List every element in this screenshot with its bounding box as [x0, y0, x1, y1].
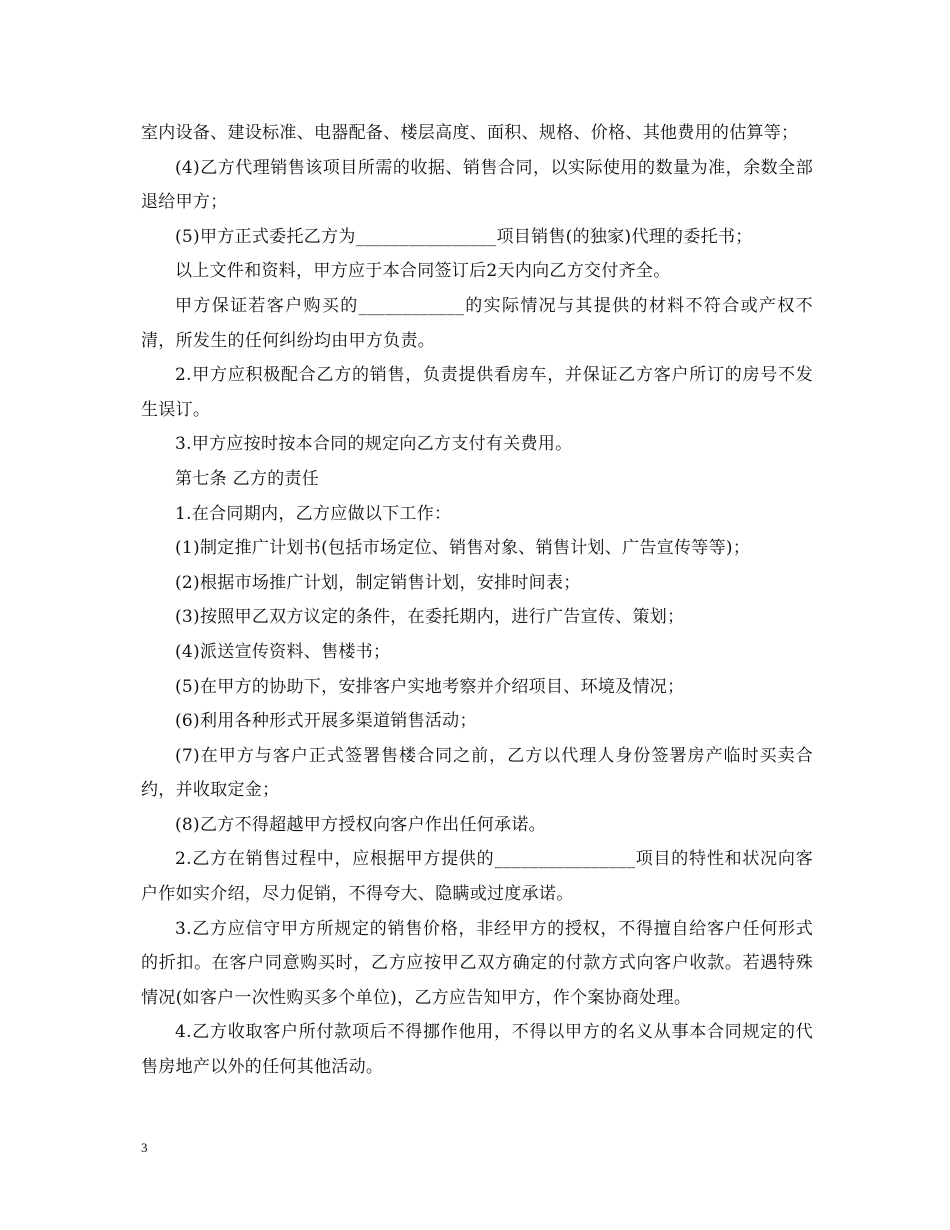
list-item: (8)乙方不得超越甲方授权向客户作出任何承诺。	[175, 814, 546, 835]
section-heading: 第七条 乙方的责任	[175, 468, 320, 489]
list-item: (2)根据市场推广计划，制定销售计划，安排时间表；	[175, 572, 581, 593]
paragraph: (4)乙方代理销售该项目所需的收据、销售合同，以实际使用的数量为准，余数全部退给甲方；	[141, 157, 813, 213]
list-item: (1)制定推广计划书(包括市场定位、销售对象、销售计划、广告宣传等等)；	[175, 538, 751, 559]
paragraph: (5)甲方正式委托乙方为________________项目销售(的独家)代理的委托书；	[175, 226, 753, 247]
list-item: (4)派送宣传资料、售楼书；	[175, 641, 391, 662]
paragraph: 1.在合同期内，乙方应做以下工作：	[175, 503, 452, 524]
paragraph: 2.乙方在销售过程中，应根据甲方提供的________________项目的特性和状况向客户作如实介绍，尽力促销，不得夸大、隐瞒或过度承诺。	[141, 849, 813, 905]
page-number: 3	[141, 1140, 148, 1155]
paragraph: 3.乙方应信守甲方所规定的销售价格，非经甲方的授权，不得擅自给客户任何形式的折扣。在客户同意购买时，乙方应按甲乙双方确定的付款方式向客户收款。若遇特殊情况(如客户一次性购买多个单位)，乙方应告知甲方，作个案协商处理。	[141, 918, 813, 1008]
paragraph: 甲方保证若客户购买的____________的实际情况与其提供的材料不符合或产权不清，所发生的任何纠纷均由甲方负责。	[141, 295, 813, 351]
list-item: (6)利用各种形式开展多渠道销售活动；	[175, 711, 477, 732]
list-item: (3)按照甲乙双方议定的条件，在委托期内，进行广告宣传、策划；	[175, 607, 685, 628]
paragraph: 室内设备、建设标准、电器配备、楼层高度、面积、规格、价格、其他费用的估算等；	[141, 123, 799, 143]
paragraph: 2.甲方应积极配合乙方的销售，负责提供看房车，并保证乙方客户所订的房号不发生误订。	[141, 365, 813, 420]
document-body	[141, 116, 813, 1085]
paragraph: 以上文件和资料，甲方应于本合同签订后2天内向乙方交付齐全。	[175, 261, 671, 282]
paragraph: 3.甲方应按时按本合同的规定向乙方支付有关费用。	[175, 434, 573, 455]
list-item: (7)在甲方与客户正式签署售楼合同之前，乙方以代理人身份签署房产临时买卖合约，并收取定金；	[141, 745, 813, 801]
paragraph: 4.乙方收取客户所付款项后不得挪作他用，不得以甲方的名义从事本合同规定的代售房地产以外的任何其他活动。	[141, 1022, 813, 1078]
list-item: (5)在甲方的协助下，安排客户实地考察并介绍项目、环境及情况；	[175, 676, 685, 697]
